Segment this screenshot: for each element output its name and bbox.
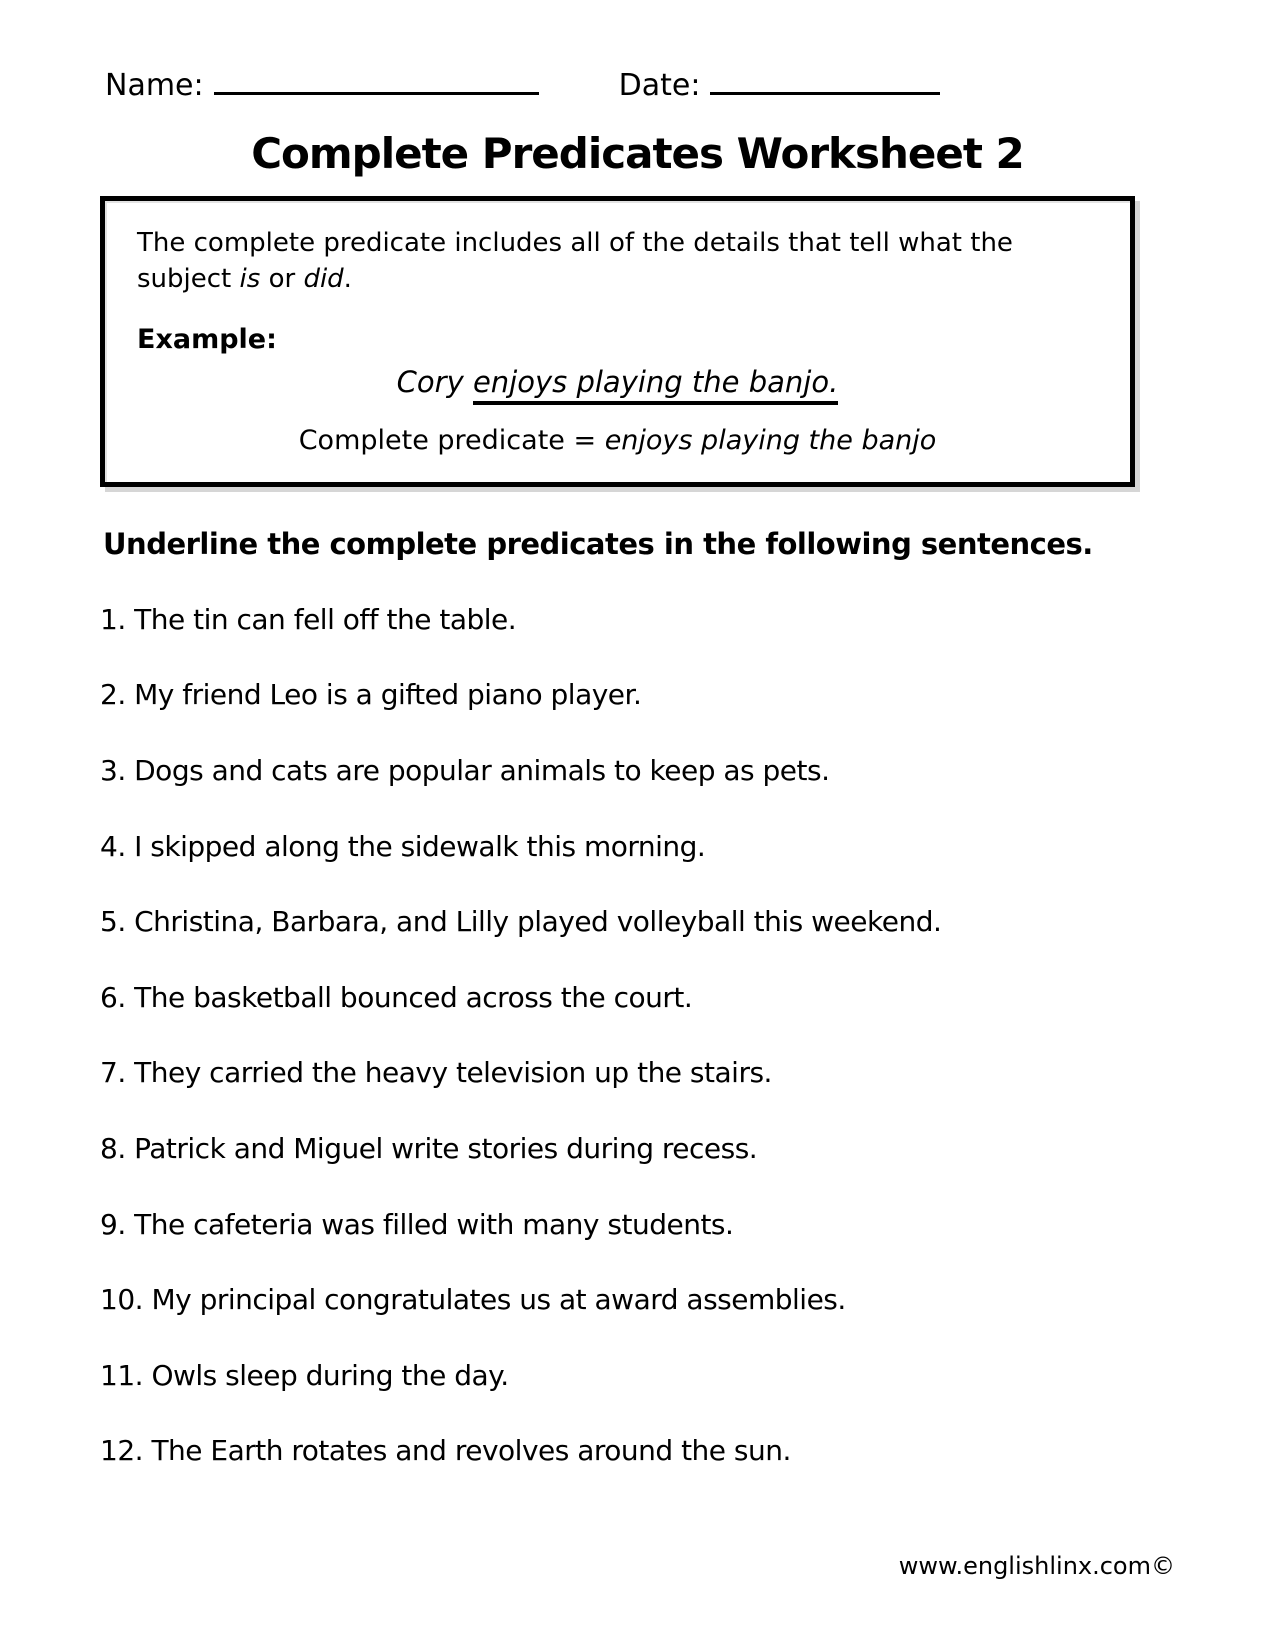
footer-website: www.englishlinx.com© [898,1552,1175,1580]
definition-did-word: did [303,264,344,295]
name-blank-line [214,66,539,95]
sentence-item [100,1434,1275,1468]
definition-text [137,225,1098,298]
sentence-text: Christina, Barbara, and Lilly played volleyball this weekend. [134,905,942,939]
sentence-number: 12. [100,1434,144,1468]
definition-or-word: or [268,264,296,295]
sentence-text: Patrick and Miguel write stories during recess. [134,1131,758,1165]
header [0,0,1275,103]
sentence-text: My principal congratulates us at award assemblies. [151,1283,846,1317]
definition-period: . [343,264,352,295]
sentence-item [100,981,1275,1015]
definition-prefix: The complete predicate includes all of the details that tell what the subject [137,228,1013,295]
sentence-number: 7. [100,1056,126,1090]
equation-value: enjoys playing the banjo [604,424,937,456]
instructions: Underline the complete predicates in the following sentences. [103,526,1093,561]
sentence-number: 3. [100,753,126,787]
sentence-item [100,678,1275,712]
sentence-number: 1. [100,602,126,636]
sentence-number: 8. [100,1131,126,1165]
sentence-text: The basketball bounced across the court. [134,980,693,1014]
sentence-number: 10. [100,1283,144,1317]
sentence-number: 4. [100,829,126,863]
sentence-text: The Earth rotates and revolves around the sun. [151,1434,791,1468]
sentence-list [0,603,1275,1468]
sentence-number: 6. [100,980,126,1014]
sentence-item [100,1359,1275,1393]
date-label: Date: [618,68,701,103]
example-predicate: enjoys playing the banjo. [473,365,838,405]
equation-prefix: Complete predicate = [298,424,605,456]
example-sentence [137,365,1098,399]
definition-is-word: is [239,264,261,295]
sentence-item [100,603,1275,637]
sentence-item [100,1132,1275,1166]
sentence-text: Dogs and cats are popular animals to keep as pets. [134,753,830,787]
example-equation [137,425,1098,456]
sentence-item [100,830,1275,864]
sentence-text: My friend Leo is a gifted piano player. [134,678,642,712]
sentence-item [100,905,1275,939]
example-subject: Cory [396,364,473,399]
sentence-text: The cafeteria was filled with many students. [134,1207,734,1241]
sentence-text: They carried the heavy television up the stairs. [134,1056,772,1090]
example-label: Example: [137,323,277,355]
sentence-text: Owls sleep during the day. [151,1358,509,1392]
sentence-item [100,1208,1275,1242]
sentence-text: The tin can fell off the table. [134,602,517,636]
sentence-item [100,1283,1275,1317]
definition-box [100,196,1135,487]
date-blank-line [710,66,940,95]
sentence-number: 9. [100,1207,126,1241]
sentence-number: 11. [100,1358,144,1392]
sentence-item [100,754,1275,788]
sentence-number: 2. [100,678,126,712]
page-title: Complete Predicates Worksheet 2 [251,129,1024,178]
sentence-text: I skipped along the sidewalk this morning. [134,829,706,863]
sentence-number: 5. [100,905,126,939]
sentence-item [100,1056,1275,1090]
name-label: Name: [105,68,204,103]
